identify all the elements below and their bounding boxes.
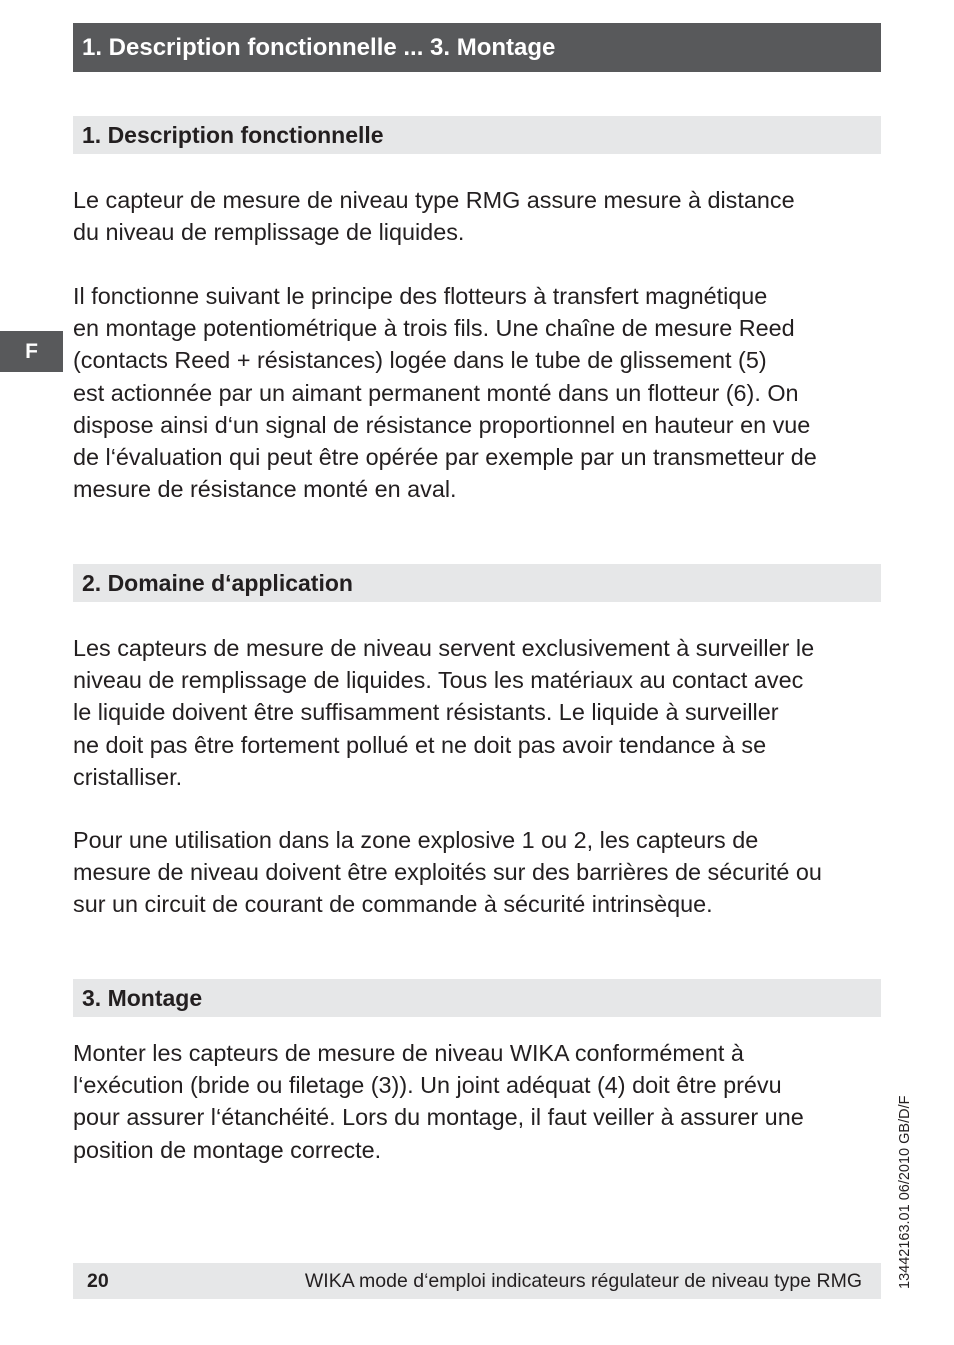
text-line: Il fonctionne suivant le principe des flotteurs à transfert magnétique [73, 283, 768, 309]
text-line: Le capteur de mesure de niveau type RMG assure mesure à distance [73, 187, 795, 213]
page-header-title: 1. Description fonctionnelle ... 3. Montage [82, 34, 556, 61]
page-number: 20 [87, 1270, 109, 1292]
text-line: en montage potentiométrique à trois fils. Une chaîne de mesure Reed [73, 315, 795, 342]
text-line: Pour une utilisation dans la zone explosive 1 ou 2, les capteurs de [73, 827, 759, 853]
text-line: ne doit pas être fortement pollué et ne doit pas avoir tendance à se [73, 731, 767, 758]
text-line: Les capteurs de mesure de niveau servent exclusivement à surveiller le [73, 635, 815, 661]
paragraph-description-1 [73, 184, 888, 248]
text-line: dispose ainsi d‘un signal de résistance proportionnel en hauteur en vue [73, 411, 811, 438]
text-line: niveau de remplissage de liquides. Tous les matériaux au contact avec [73, 667, 804, 694]
page-footer [73, 1263, 881, 1299]
text-line: cristalliser. [73, 763, 183, 790]
section-heading-label: 2. Domaine d‘application [82, 570, 353, 596]
text-line: de l‘évaluation qui peut être opérée par exemple par un transmetteur de [73, 444, 817, 471]
language-tab [0, 331, 63, 372]
text-line: du niveau de remplissage de liquides. [73, 219, 465, 246]
section-heading-label: 1. Description fonctionnelle [82, 122, 384, 148]
text-line: mesure de niveau doivent être exploités sur des barrières de sécurité ou [73, 859, 822, 886]
footer-title: WIKA mode d‘emploi indicateurs régulateur de niveau type RMG [304, 1270, 862, 1292]
text-line: (contacts Reed + résistances) logée dans le tube de glissement (5) [73, 347, 767, 374]
section-heading-montage [73, 979, 881, 1017]
text-line: l‘exécution (bride ou filetage (3)). Un joint adéquat (4) doit être prévu [73, 1072, 782, 1099]
text-line: position de montage correcte. [73, 1136, 382, 1163]
section-heading-application [73, 564, 881, 602]
paragraph-application-1 [73, 632, 888, 793]
section-heading-description [73, 116, 881, 154]
paragraph-description-2 [73, 280, 888, 505]
text-line: Monter les capteurs de mesure de niveau WIKA conformément à [73, 1040, 744, 1066]
text-line: le liquide doivent être suffisamment résistants. Le liquide à surveiller [73, 699, 779, 726]
text-line: mesure de résistance monté en aval. [73, 476, 457, 503]
text-line: sur un circuit de courant de commande à sécurité intrinsèque. [73, 891, 713, 918]
document-code: 13442163.01 06/2010 GB/D/F [897, 1095, 913, 1289]
page-header-bar [73, 23, 881, 72]
text-line: pour assurer l‘étanchéité. Lors du montage, il faut veiller à assurer une [73, 1104, 804, 1131]
paragraph-montage-1 [73, 1037, 888, 1166]
section-heading-label: 3. Montage [82, 985, 203, 1011]
text-line: est actionnée par un aimant permanent monté dans un flotteur (6). On [73, 379, 799, 406]
paragraph-application-2 [73, 824, 888, 921]
language-tab-label: F [25, 340, 38, 363]
